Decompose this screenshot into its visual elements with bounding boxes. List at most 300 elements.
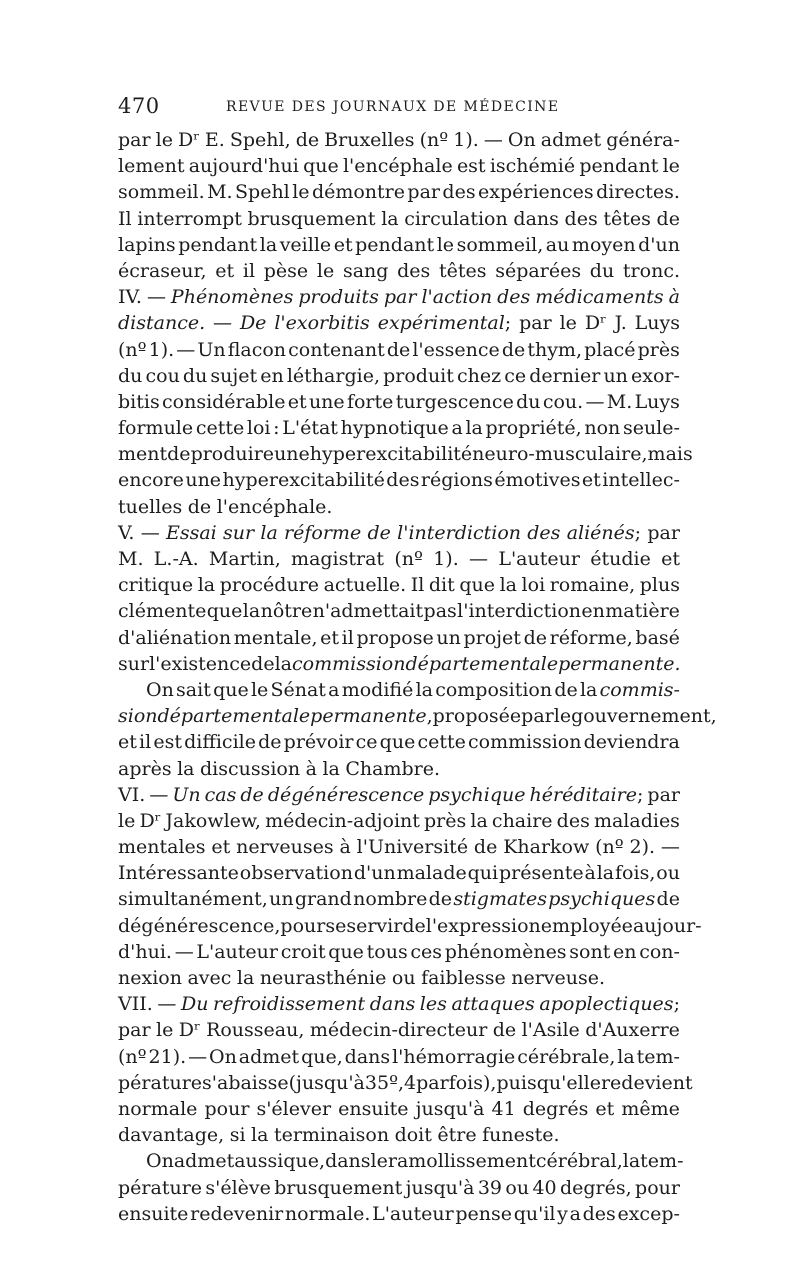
word: produire <box>190 443 275 466</box>
word: la <box>236 967 255 989</box>
word: y <box>557 1202 568 1225</box>
word: VII. <box>118 993 153 1016</box>
word: psychiques <box>548 888 656 911</box>
word: (nº <box>419 129 449 151</box>
word: ensuite <box>338 1097 409 1120</box>
word: jusqu'à <box>405 1176 475 1199</box>
word: — <box>174 940 194 963</box>
word: On <box>146 1150 174 1173</box>
word: la <box>596 862 615 885</box>
word: l'encéphale <box>342 155 453 178</box>
word: sion <box>118 705 158 728</box>
word: matière <box>605 600 680 623</box>
word: la <box>470 809 488 832</box>
word: tem- <box>636 1045 680 1068</box>
word: être <box>437 1124 477 1147</box>
word: (jusqu'à <box>288 1071 365 1094</box>
word: admet <box>238 1045 300 1068</box>
word: la <box>259 233 278 256</box>
word: départementale <box>157 705 311 728</box>
word: la <box>465 417 483 440</box>
word: ou <box>656 862 680 885</box>
word: un <box>269 888 294 911</box>
word: se <box>325 914 347 937</box>
word: — <box>213 312 233 335</box>
word: Du <box>180 993 209 1016</box>
word: il <box>139 731 152 754</box>
word: du <box>118 364 143 387</box>
word: un <box>603 364 628 387</box>
word: médecin-adjoint <box>265 809 420 832</box>
word: permanente, <box>310 705 433 728</box>
text-line <box>118 232 680 258</box>
word: hypnotique <box>340 417 449 440</box>
word: ce <box>504 364 527 387</box>
word: Un <box>172 783 201 806</box>
word: en <box>613 940 637 963</box>
word: de <box>473 836 498 859</box>
word: expérimental; <box>377 312 512 335</box>
word: De <box>239 312 267 335</box>
text-line <box>118 467 680 493</box>
text-line <box>118 1017 680 1043</box>
word: sommeil. <box>118 181 205 204</box>
word: Spehl, <box>229 129 291 151</box>
word: ou <box>391 967 416 989</box>
word: réforme <box>284 521 362 544</box>
text-line <box>118 520 680 546</box>
word: des <box>397 259 431 282</box>
text-line <box>118 1148 684 1174</box>
word: la <box>622 1150 641 1173</box>
word: L'état <box>282 417 338 440</box>
word: expériences <box>478 181 594 204</box>
word: (nº <box>595 836 624 859</box>
text-line <box>118 625 680 651</box>
word: une <box>274 443 310 466</box>
word: du <box>182 364 208 387</box>
word: a <box>328 678 340 701</box>
word: n'admettait <box>312 600 424 623</box>
text-line <box>118 965 680 991</box>
word: dans <box>325 1150 371 1173</box>
word: le <box>292 181 310 204</box>
word: Il <box>410 574 425 597</box>
word: — <box>469 548 489 570</box>
word: deviendra <box>583 731 680 754</box>
word: de <box>295 129 320 151</box>
word: directes. <box>596 181 680 204</box>
word: le <box>436 233 455 256</box>
word: parfois), <box>416 1071 497 1094</box>
word: au <box>545 233 570 256</box>
text-line <box>118 1175 680 1201</box>
text-line <box>118 782 680 808</box>
word: dans <box>369 993 416 1016</box>
word: cas <box>204 783 237 806</box>
word: croit <box>280 940 326 963</box>
word: Dʳ <box>178 1019 201 1042</box>
word: ischémié <box>489 155 576 178</box>
text-line <box>118 389 680 415</box>
word: de <box>402 914 426 937</box>
word: cette <box>417 731 466 754</box>
word: Intéressante <box>118 862 239 885</box>
word: redevenir <box>190 1202 284 1225</box>
word: par <box>521 705 554 728</box>
word: aliénés; <box>566 521 642 544</box>
word: nerveuse. <box>511 967 606 989</box>
word: l'Université <box>356 836 469 859</box>
word: près <box>637 338 680 361</box>
word: lement <box>118 155 185 178</box>
word: tuelles <box>118 495 183 518</box>
word: — <box>188 1045 208 1068</box>
word: — <box>146 286 166 309</box>
word: a <box>451 417 463 440</box>
word: la <box>177 757 195 780</box>
text-line <box>118 1070 693 1096</box>
word: est <box>153 731 182 754</box>
word: contenant <box>288 338 385 361</box>
word: l'encéphale. <box>216 495 333 518</box>
word: turgescence <box>395 390 514 413</box>
word: M. <box>118 548 144 570</box>
word: des <box>582 1202 616 1225</box>
word: brusquement <box>274 1176 403 1199</box>
word: con- <box>639 940 680 963</box>
word: phénomènes <box>444 940 567 963</box>
word: romaine, <box>549 574 636 597</box>
word: que, <box>301 1045 343 1068</box>
word: sur <box>223 521 255 544</box>
word: têtes <box>439 259 487 282</box>
word: d'hui. <box>118 940 172 963</box>
word: stigmates <box>453 888 547 911</box>
word: la <box>260 521 278 544</box>
text-line <box>118 572 680 598</box>
word: des <box>442 181 476 204</box>
word: lapins <box>118 233 176 256</box>
word: discussion <box>199 757 301 780</box>
word: il <box>242 259 256 282</box>
word: — <box>585 390 605 413</box>
word: fois, <box>615 862 656 885</box>
word: si <box>229 1124 246 1147</box>
word: funeste. <box>482 1124 560 1147</box>
word: excep- <box>617 1202 680 1225</box>
word: loi <box>246 417 271 440</box>
word: séparées <box>495 259 582 282</box>
text-line <box>118 834 680 860</box>
text-line <box>118 337 680 363</box>
text-line <box>118 1044 680 1070</box>
word: jusqu'à <box>415 1097 485 1120</box>
word: et <box>320 626 340 649</box>
text-line <box>118 153 680 179</box>
word: Sénat <box>270 678 326 701</box>
word: ou <box>505 1176 530 1199</box>
text-line <box>118 310 680 336</box>
word: On <box>507 129 536 151</box>
word: pérature <box>118 1071 203 1094</box>
word: pérature <box>118 1176 203 1199</box>
text-line <box>118 546 680 572</box>
word: L'auteur <box>196 940 278 963</box>
word: dégénérescence, <box>118 914 281 937</box>
word: les <box>419 993 447 1016</box>
word: produits <box>298 286 379 309</box>
word: des <box>527 521 561 544</box>
word: la <box>381 207 399 230</box>
word: modifié <box>341 678 414 701</box>
word: même <box>621 1097 680 1120</box>
text-line <box>118 991 680 1017</box>
word: encore <box>118 469 184 492</box>
word: Essai <box>165 521 217 544</box>
word: Chambre. <box>345 757 440 780</box>
word: simultanément, <box>118 888 268 911</box>
word: maladies <box>593 809 680 832</box>
word: Bruxelles <box>324 129 415 151</box>
word: nôtre <box>260 600 313 623</box>
word: écraseur, <box>118 259 207 282</box>
word: de <box>554 678 578 701</box>
word: a <box>569 1202 581 1225</box>
word: de <box>367 521 391 544</box>
word: près <box>424 809 467 832</box>
word: aussi <box>234 1150 284 1173</box>
word: puis <box>496 1071 537 1094</box>
word: terminaison <box>273 1124 390 1147</box>
word: dans <box>344 1045 391 1068</box>
word: un <box>436 626 461 649</box>
word: — <box>140 521 160 544</box>
word: magistrat <box>291 548 385 570</box>
word: M. <box>207 181 233 204</box>
word: le <box>559 312 577 335</box>
word: le <box>156 1019 174 1042</box>
word: aujour- <box>632 914 702 937</box>
word: formule <box>118 417 194 440</box>
word: du <box>589 259 615 282</box>
word: gouvernement, <box>571 705 717 728</box>
word: médicaments <box>535 286 664 309</box>
word: pendant <box>355 233 435 256</box>
word: d'un <box>638 233 680 256</box>
word: basé <box>635 626 680 649</box>
word: Dʳ <box>139 809 162 832</box>
word: difficile <box>184 731 256 754</box>
word: qu'il <box>513 1202 556 1225</box>
word: commission <box>292 652 406 675</box>
word: — <box>149 783 169 806</box>
word: Il <box>118 207 132 230</box>
word: doit <box>394 1124 432 1147</box>
word: thym, <box>527 338 582 361</box>
word: et <box>595 1097 615 1120</box>
word: Luys <box>634 390 680 413</box>
text-line <box>118 441 693 467</box>
word: qu'elle <box>536 1071 601 1094</box>
word: J. <box>614 312 627 335</box>
word: la <box>197 574 216 597</box>
word: Martin, <box>208 548 281 570</box>
word: servir <box>346 914 403 937</box>
word: placé <box>584 338 636 361</box>
word: pour <box>635 1176 680 1199</box>
word: par <box>118 129 151 151</box>
word: Jakowlew, <box>165 809 261 832</box>
word: et <box>581 469 601 492</box>
word: pendant <box>579 155 659 178</box>
word: pense <box>455 1202 513 1225</box>
word: interrompt <box>137 207 242 230</box>
word: médecin-directeur <box>309 1019 488 1042</box>
word: de <box>258 731 282 754</box>
word: le <box>553 705 572 728</box>
word: VI. <box>118 783 146 806</box>
text-line <box>118 206 680 232</box>
word: l'essence <box>412 338 500 361</box>
text-line <box>118 415 680 441</box>
text-line <box>118 729 680 755</box>
word: une <box>308 390 345 413</box>
word: en <box>581 600 605 623</box>
word: tronc. <box>622 259 680 282</box>
word: sont <box>569 940 611 963</box>
word: hyperexcitabilité <box>222 469 385 492</box>
word: mentale, <box>233 626 318 649</box>
word: par <box>519 312 552 335</box>
word: admet <box>173 1150 235 1173</box>
word: étudie <box>590 548 651 570</box>
word: des <box>386 469 420 492</box>
word: actuelle. <box>323 574 407 597</box>
running-title: REVUE DES JOURNAUX DE MÉDECINE <box>226 99 560 115</box>
word: produit <box>383 364 454 387</box>
word: pas <box>423 600 457 623</box>
word: la <box>322 757 340 780</box>
word: Dʳ <box>178 129 200 151</box>
text-line <box>118 1122 680 1148</box>
word: plus <box>639 574 680 597</box>
word: une <box>185 469 222 492</box>
text-line <box>118 808 680 834</box>
word: normale. <box>284 1202 371 1225</box>
word: tem- <box>640 1150 684 1173</box>
word: est <box>456 155 486 178</box>
word: L'auteur <box>372 1202 454 1225</box>
word: — <box>176 338 196 361</box>
word: s'élever <box>256 1097 332 1120</box>
word: IV. <box>118 286 142 309</box>
word: non <box>584 417 621 440</box>
word: des <box>497 286 531 309</box>
word: Spehl <box>235 181 290 204</box>
word: dit <box>428 574 455 597</box>
word: émotives <box>494 469 581 492</box>
word: 1). <box>453 129 479 151</box>
word: tous <box>366 940 408 963</box>
word: de <box>251 652 275 675</box>
page-number: 470 <box>118 94 160 118</box>
word: 1). <box>433 548 459 570</box>
word: nexion <box>118 967 182 989</box>
word: à <box>668 286 680 309</box>
word: refroidissement <box>213 993 366 1016</box>
text-line <box>118 703 717 729</box>
word: dans <box>513 207 559 230</box>
word: 40 <box>532 1176 557 1199</box>
word: intellec- <box>602 469 680 492</box>
word: loi <box>521 574 546 597</box>
word: — <box>483 129 503 151</box>
word: permanente. <box>558 652 681 675</box>
word: le <box>155 129 173 151</box>
word: que <box>213 678 249 701</box>
text-line <box>118 179 680 205</box>
word: sang <box>342 259 389 282</box>
word: hyperexcitabilité <box>309 443 473 466</box>
word: que <box>328 940 364 963</box>
word: Rousseau, <box>206 1019 305 1042</box>
word: et <box>118 731 137 754</box>
word: à <box>305 757 317 780</box>
word: composition <box>435 678 553 701</box>
word: l'existence <box>149 652 252 675</box>
word: d'Auxerre <box>585 1019 680 1042</box>
word: l'expression <box>425 914 541 937</box>
text-line <box>118 127 680 153</box>
word: avec <box>187 967 232 989</box>
word: ramollissement <box>387 1150 536 1173</box>
word: s'abaisse <box>202 1071 289 1094</box>
word: la <box>251 1124 269 1147</box>
word: par <box>383 286 417 309</box>
text-line <box>118 494 680 520</box>
word: sujet <box>210 364 258 387</box>
page-header <box>118 94 688 120</box>
word: neurasthénie <box>259 967 387 989</box>
word: par <box>647 783 680 806</box>
text-line <box>118 913 702 939</box>
word: de <box>240 783 264 806</box>
word: démontre <box>311 181 405 204</box>
word: du <box>516 390 541 413</box>
word: : <box>273 417 280 440</box>
word: et <box>661 548 680 570</box>
word: têtes <box>603 207 651 230</box>
word: normale <box>118 1097 198 1120</box>
word: que <box>379 731 416 754</box>
text-line <box>118 363 680 389</box>
word: chaire <box>491 809 553 832</box>
word: prévoir <box>283 731 354 754</box>
word: observation <box>239 862 353 885</box>
word: (nº <box>118 1045 147 1068</box>
word: nerveuses <box>236 836 334 859</box>
word: de <box>656 888 680 911</box>
word: des <box>556 809 590 832</box>
word: d'aliénation <box>118 626 232 649</box>
word: attaques <box>451 993 535 1016</box>
word: le <box>250 678 269 701</box>
word: (nº <box>394 548 423 570</box>
text-line <box>118 598 680 624</box>
word: léthargie, <box>286 364 380 387</box>
word: (nº <box>118 338 147 361</box>
